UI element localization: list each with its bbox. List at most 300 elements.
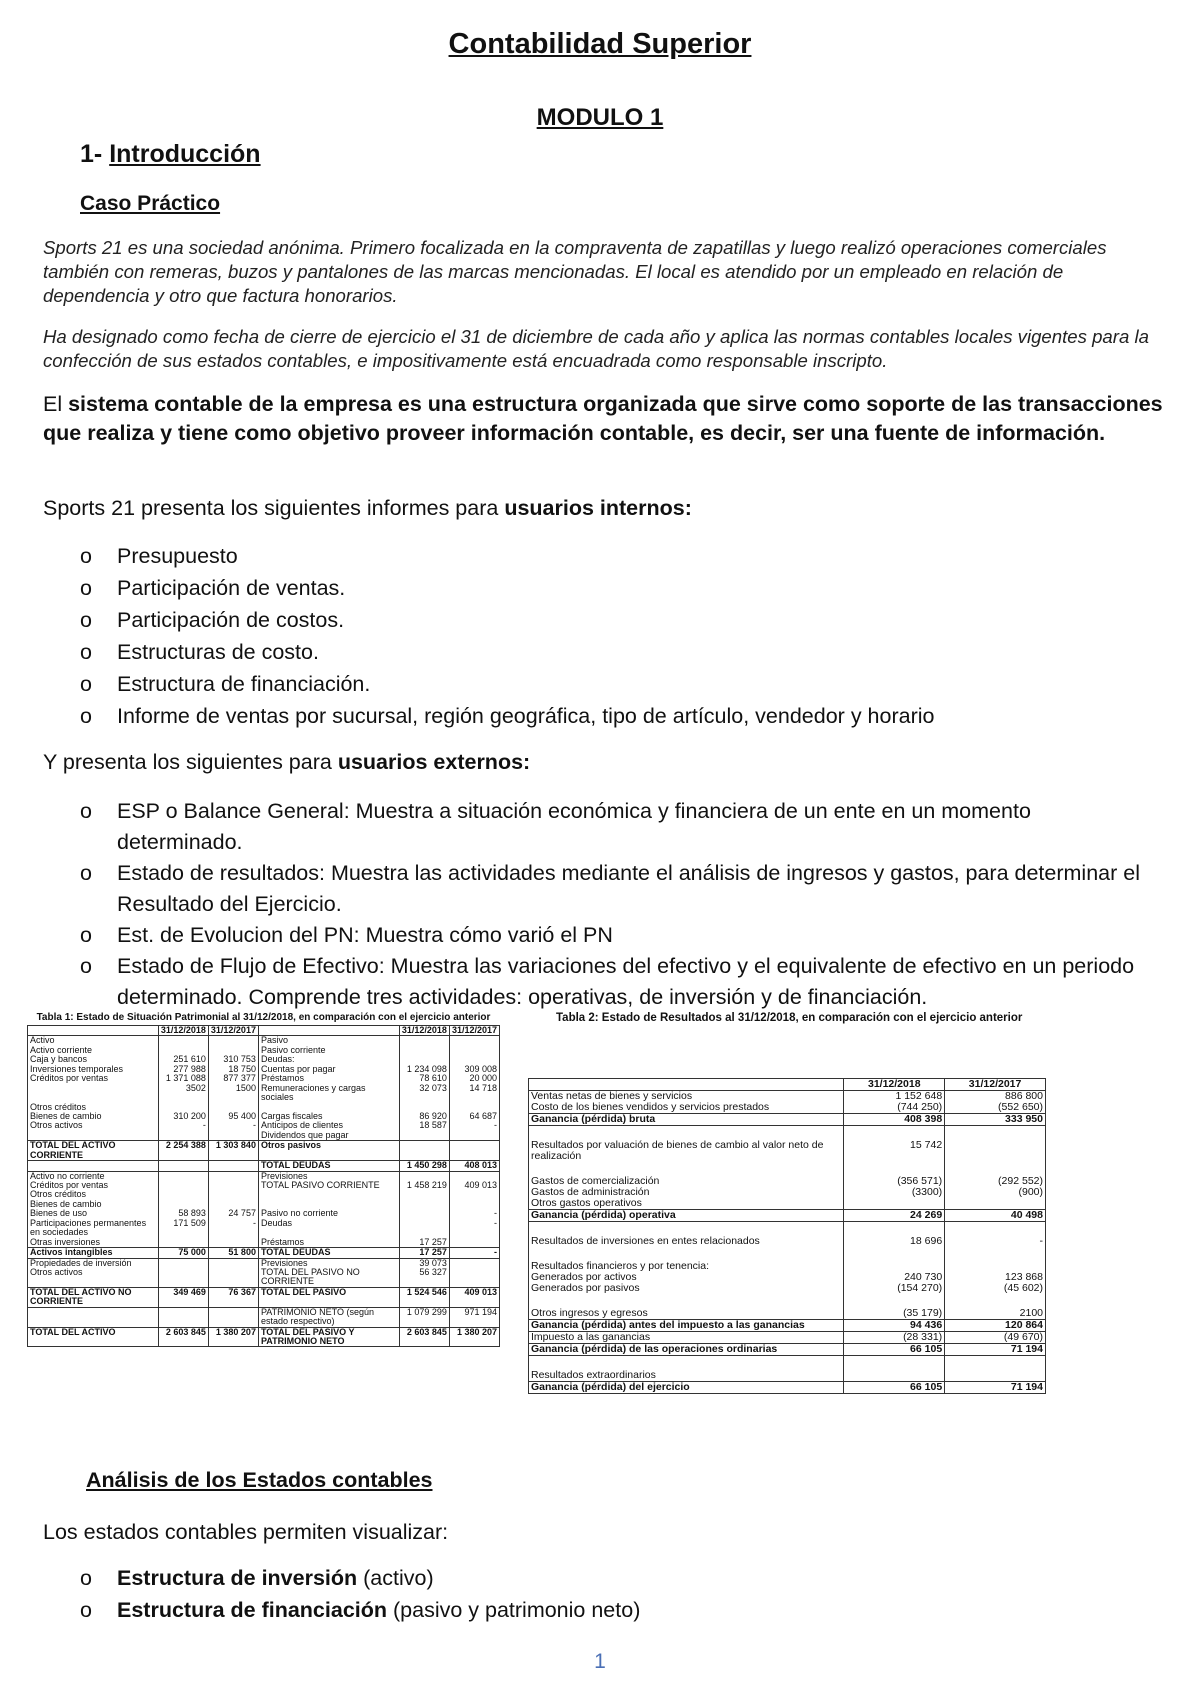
table1-cell: 1 234 098 <box>399 1065 449 1074</box>
table1-cell <box>208 1268 258 1287</box>
table1-cell: Propiedades de inversión <box>28 1258 159 1268</box>
table2-cell <box>945 1126 1046 1141</box>
table2-cell: 71 194 <box>945 1344 1046 1356</box>
table1-cell: 1 371 088 <box>158 1074 208 1083</box>
table2-cell: (35 179) <box>844 1308 945 1320</box>
table2-cell: Ganancia (pérdida) bruta <box>529 1114 844 1126</box>
table1-cell: 408 013 <box>449 1161 499 1171</box>
table1-cell <box>28 1131 159 1141</box>
bullet-marker: o <box>80 1566 92 1590</box>
case-heading: Caso Práctico <box>80 192 221 215</box>
table2-title: Tabla 2: Estado de Resultados al 31/12/2018, en comparación con el ejercicio anterior <box>556 1012 1023 1024</box>
table1-cell: Otros activos <box>28 1121 159 1130</box>
list-item-text: (activo) <box>357 1566 434 1590</box>
table1-cell: 1 380 207 <box>449 1327 499 1347</box>
table2 <box>528 1078 1046 1394</box>
table1-cell: TOTAL PASIVO CORRIENTE <box>258 1181 399 1190</box>
case-paragraph-2: Ha designado como fecha de cierre de ejercicio el 31 de diciembre de cada año y aplica las normas contables locales vigentes para la confección de sus estados contables, e impositivamente está encuadrada como responsable inscripto. <box>43 326 1149 371</box>
table2-row <box>529 1283 1046 1294</box>
table1-cell: Activo <box>28 1036 159 1046</box>
table1-cell: 409 013 <box>449 1181 499 1190</box>
table1-row <box>28 1327 500 1347</box>
table1-cell: 171 509 <box>158 1219 208 1238</box>
list-item-bold: Estructura de inversión <box>117 1566 358 1590</box>
table1 <box>27 1025 500 1347</box>
table1-cell: 1 450 298 <box>399 1161 449 1171</box>
table2-cell: 66 105 <box>844 1382 945 1394</box>
table1-cell: Otros pasivos <box>258 1141 399 1161</box>
table1-cell: TOTAL DEL PASIVO <box>258 1287 399 1307</box>
table2-row <box>529 1308 1046 1320</box>
table1-cell: TOTAL DEL PASIVO Y PATRIMONIO NETO <box>258 1327 399 1347</box>
system-definition-bold: sistema contable de la empresa es una estructura organizada que sirve como soporte de las transacciones que realiza y tiene como objetivo proveer información contable, es decir, ser una fuente de información. <box>43 392 1163 445</box>
table1-cell: Pasivo no corriente <box>258 1209 399 1218</box>
table1-cell: Activo no corriente <box>28 1171 159 1181</box>
table1-cell <box>158 1268 208 1287</box>
balance-sheet-table-image <box>27 1012 500 1446</box>
table1-cell: 58 893 <box>158 1209 208 1218</box>
table1-header-cell: 31/12/2017 <box>208 1026 258 1036</box>
table1-cell: 24 757 <box>208 1209 258 1218</box>
table1-cell <box>158 1190 208 1199</box>
table1-cell: TOTAL DEUDAS <box>258 1161 399 1171</box>
table1-cell: 17 257 <box>399 1248 449 1258</box>
table2-row <box>529 1332 1046 1344</box>
table2-cell: 240 730 <box>844 1272 945 1283</box>
table1-cell <box>449 1141 499 1161</box>
bullet-marker: o <box>80 576 92 600</box>
table1-cell <box>449 1268 499 1287</box>
table2-cell: Ganancia (pérdida) de las operaciones ordinarias <box>529 1344 844 1356</box>
table1-cell <box>208 1131 258 1141</box>
table2-cell <box>529 1294 844 1308</box>
table1-cell: 409 013 <box>449 1287 499 1307</box>
list-item <box>80 1594 640 1626</box>
analysis-list <box>80 1562 640 1626</box>
table2-cell: (28 331) <box>844 1332 945 1344</box>
list-item <box>80 1562 640 1594</box>
list-item <box>80 636 934 668</box>
table2-cell: Resultados por valuación de bienes de cambio al valor neto de realización <box>529 1140 844 1162</box>
table1-cell: Cargas fiscales <box>258 1112 399 1121</box>
table1-cell <box>28 1307 159 1327</box>
table1-cell: Cuentas por pagar <box>258 1065 399 1074</box>
table1-cell: 76 367 <box>208 1287 258 1307</box>
bullet-marker: o <box>80 923 92 947</box>
section-number: 1- <box>80 140 103 168</box>
document-title: Contabilidad Superior <box>448 28 752 60</box>
table2-cell: Ventas netas de bienes y servicios <box>529 1091 844 1103</box>
table2-cell: Ganancia (pérdida) del ejercicio <box>529 1382 844 1394</box>
table2-cell: 66 105 <box>844 1344 945 1356</box>
table1-row <box>28 1161 500 1171</box>
table2-cell <box>844 1370 945 1382</box>
table1-cell: 309 008 <box>449 1065 499 1074</box>
table2-cell: Otros ingresos y egresos <box>529 1308 844 1320</box>
case-paragraph-1: Sports 21 es una sociedad anónima. Primero focalizada en la compraventa de zapatillas y luego realizó operaciones comerciales también con remeras, buzos y pantalones de las marcas mencionadas. El local es atendido por un empleado en relación de dependencia y otro que factura honorarios. <box>43 237 1107 306</box>
table1-cell: Activo corriente <box>28 1046 159 1055</box>
table1-cell: 877 377 <box>208 1074 258 1083</box>
internal-intro-text: Sports 21 presenta los siguientes informes para <box>43 496 505 520</box>
table1-cell: Previsiones <box>258 1171 399 1181</box>
table1-cell: 310 753 <box>208 1055 258 1064</box>
table2-row <box>529 1198 1046 1210</box>
table1-cell <box>399 1046 449 1055</box>
table1-header-cell: 31/12/2018 <box>399 1026 449 1036</box>
table2-cell: Generados por pasivos <box>529 1283 844 1294</box>
system-definition <box>43 390 1173 448</box>
table2-cell: 123 868 <box>945 1272 1046 1283</box>
table2-cell <box>844 1247 945 1261</box>
table1-cell: Otros activos <box>28 1268 159 1287</box>
list-item <box>80 668 934 700</box>
table2-cell: 1 152 648 <box>844 1091 945 1103</box>
table2-row <box>529 1356 1046 1371</box>
table1-cell: Bienes de cambio <box>28 1200 159 1209</box>
table1-row <box>28 1307 500 1327</box>
list-item-text: Participación de costos. <box>117 608 345 632</box>
table1-cell: Bienes de uso <box>28 1209 159 1218</box>
analysis-intro: Los estados contables permiten visualizar: <box>43 1520 449 1544</box>
table2-cell: 71 194 <box>945 1382 1046 1394</box>
table1-header-cell: 31/12/2018 <box>158 1026 208 1036</box>
list-item <box>80 796 1160 858</box>
table2-cell: Ganancia (pérdida) operativa <box>529 1210 844 1222</box>
table1-row <box>28 1141 500 1161</box>
table1-cell <box>208 1258 258 1268</box>
page-number: 1 <box>594 1650 606 1673</box>
table1-cell: 2 254 388 <box>158 1141 208 1161</box>
table1-cell: Activos intangibles <box>28 1248 159 1258</box>
table1-cell <box>28 1084 159 1103</box>
table1-cell: 95 400 <box>208 1112 258 1121</box>
table1-cell: Participaciones permanentes en sociedades <box>28 1219 159 1238</box>
table2-cell <box>529 1162 844 1176</box>
internal-users-list <box>80 540 934 732</box>
table1-cell: 277 988 <box>158 1065 208 1074</box>
table2-row <box>529 1247 1046 1261</box>
table1-cell <box>158 1238 208 1248</box>
table1-cell <box>208 1161 258 1171</box>
table1-cell <box>208 1190 258 1199</box>
table1-row <box>28 1238 500 1248</box>
table2-cell: (45 602) <box>945 1283 1046 1294</box>
table1-cell: Pasivo corriente <box>258 1046 399 1055</box>
table1-cell: Créditos por ventas <box>28 1074 159 1083</box>
table1-cell <box>449 1258 499 1268</box>
table1-cell: TOTAL DEL ACTIVO NO CORRIENTE <box>28 1287 159 1307</box>
external-users-list <box>80 796 1160 1013</box>
table1-cell: Pasivo <box>258 1036 399 1046</box>
table1-row <box>28 1084 500 1103</box>
system-definition-lead: El <box>43 392 69 416</box>
table2-header-cell: 31/12/2018 <box>844 1079 945 1091</box>
table2-cell <box>844 1162 945 1176</box>
table2-row <box>529 1102 1046 1114</box>
table2-row <box>529 1210 1046 1222</box>
list-item <box>80 572 934 604</box>
table1-cell <box>399 1141 449 1161</box>
table2-cell: Generados por activos <box>529 1272 844 1283</box>
table2-cell: (900) <box>945 1187 1046 1198</box>
table1-cell: 1 303 840 <box>208 1141 258 1161</box>
section-title: Introducción <box>109 140 261 168</box>
bullet-marker: o <box>80 704 92 728</box>
table1-cell: - <box>449 1219 499 1238</box>
table2-row <box>529 1370 1046 1382</box>
table2-cell: 408 398 <box>844 1114 945 1126</box>
table1-cell: Deudas <box>258 1219 399 1238</box>
table1-cell <box>399 1219 449 1238</box>
table2-cell <box>945 1140 1046 1162</box>
table1-cell: Caja y bancos <box>28 1055 159 1064</box>
table1-cell <box>449 1200 499 1209</box>
table1-cell <box>158 1161 208 1171</box>
table2-row <box>529 1114 1046 1126</box>
table1-cell: 20 000 <box>449 1074 499 1083</box>
table1-cell: Anticipos de clientes <box>258 1121 399 1130</box>
table1-cell: 14 718 <box>449 1084 499 1103</box>
list-item-text: (pasivo y patrimonio neto) <box>387 1598 641 1622</box>
table1-row <box>28 1181 500 1190</box>
table1-cell: Préstamos <box>258 1074 399 1083</box>
table2-cell: Resultados extraordinarios <box>529 1370 844 1382</box>
table2-cell: (744 250) <box>844 1102 945 1114</box>
table2-cell: 2100 <box>945 1308 1046 1320</box>
table1-header-cell: 31/12/2017 <box>449 1026 499 1036</box>
table2-cell <box>945 1247 1046 1261</box>
table1-cell: TOTAL DEL PASIVO NO CORRIENTE <box>258 1268 399 1287</box>
table2-row <box>529 1236 1046 1247</box>
table1-cell: 310 200 <box>158 1112 208 1121</box>
list-item <box>80 920 1160 951</box>
table2-cell: Ganancia (pérdida) antes del impuesto a las ganancias <box>529 1320 844 1332</box>
list-item-text: ESP o Balance General: Muestra a situación económica y financiera de un ente en un momento determinado. <box>117 799 1031 854</box>
bullet-marker: o <box>80 608 92 632</box>
table2-row <box>529 1294 1046 1308</box>
bullet-marker: o <box>80 672 92 696</box>
list-item-text: Estructura de financiación. <box>117 672 371 696</box>
table1-cell: 971 194 <box>449 1307 499 1327</box>
table2-cell <box>945 1294 1046 1308</box>
table1-cell <box>449 1190 499 1199</box>
table2-cell: (154 270) <box>844 1283 945 1294</box>
table2-cell <box>844 1356 945 1371</box>
list-item-text: Estado de Flujo de Efectivo: Muestra las variaciones del efectivo y el equivalente de efectivo en un periodo determinado. Comprende tres actividades: operativas, de inversión y de financiación. <box>117 954 1135 1009</box>
list-item <box>80 540 934 572</box>
list-item <box>80 951 1160 1013</box>
list-item-bold: Estructura de financiación <box>117 1598 388 1622</box>
table1-cell: Bienes de cambio <box>28 1112 159 1121</box>
table2-cell <box>844 1126 945 1141</box>
table1-cell: - <box>158 1121 208 1130</box>
table1-row <box>28 1219 500 1238</box>
table1-title: Tabla 1: Estado de Situación Patrimonial al 31/12/2018, en comparación con el ejercicio anterior <box>36 1012 491 1023</box>
bullet-marker: o <box>80 861 92 885</box>
table1-cell: - <box>449 1121 499 1130</box>
table1-cell: 1 380 207 <box>208 1327 258 1347</box>
table2-row <box>529 1162 1046 1176</box>
table1-cell <box>449 1046 499 1055</box>
table1-cell: 1 079 299 <box>399 1307 449 1327</box>
table1-header-cell <box>28 1026 159 1036</box>
table1-cell <box>208 1181 258 1190</box>
table2-row <box>529 1320 1046 1332</box>
table2-cell <box>945 1356 1046 1371</box>
table2-cell: 40 498 <box>945 1210 1046 1222</box>
bullet-marker: o <box>80 1598 92 1622</box>
internal-users-intro <box>43 496 692 521</box>
table1-cell: 1500 <box>208 1084 258 1103</box>
table2-cell <box>945 1370 1046 1382</box>
table2-cell: 18 696 <box>844 1236 945 1247</box>
table1-cell <box>158 1307 208 1327</box>
table2-cell: 120 864 <box>945 1320 1046 1332</box>
external-users-intro <box>43 750 530 775</box>
table1-cell: 251 610 <box>158 1055 208 1064</box>
table1-cell: 1 524 546 <box>399 1287 449 1307</box>
table1-cell <box>449 1036 499 1046</box>
table2-cell <box>844 1198 945 1210</box>
table1-cell: PATRIMONIO NETO (según estado respectivo) <box>258 1307 399 1327</box>
table1-cell: 39 073 <box>399 1258 449 1268</box>
table1-cell: 32 073 <box>399 1084 449 1103</box>
table1-cell <box>399 1190 449 1199</box>
table1-row <box>28 1248 500 1258</box>
table2-cell: Resultados de inversiones en entes relacionados <box>529 1236 844 1247</box>
table2-cell: Gastos de administración <box>529 1187 844 1198</box>
table2-cell: (356 571) <box>844 1176 945 1187</box>
table1-cell <box>158 1181 208 1190</box>
table2-row <box>529 1126 1046 1141</box>
table1-cell <box>158 1131 208 1141</box>
table2-cell: (552 650) <box>945 1102 1046 1114</box>
table1-cell <box>399 1036 449 1046</box>
list-item <box>80 604 934 636</box>
table2-cell <box>844 1294 945 1308</box>
table2-cell <box>945 1222 1046 1237</box>
table1-cell: Dividendos que pagar <box>258 1131 399 1141</box>
table1-header-cell <box>258 1026 399 1036</box>
table1-cell <box>208 1238 258 1248</box>
table2-cell <box>529 1356 844 1371</box>
table2-row <box>529 1344 1046 1356</box>
table2-cell: Costo de los bienes vendidos y servicios prestados <box>529 1102 844 1114</box>
table2-cell: (3300) <box>844 1187 945 1198</box>
table1-cell: Otras inversiones <box>28 1238 159 1248</box>
bullet-marker: o <box>80 799 92 823</box>
table2-cell: 333 950 <box>945 1114 1046 1126</box>
module-heading: MODULO 1 <box>536 104 664 131</box>
table1-cell: TOTAL DEL ACTIVO <box>28 1327 159 1347</box>
table2-cell: 24 269 <box>844 1210 945 1222</box>
table1-cell: - <box>208 1121 258 1130</box>
table1-cell: Créditos por ventas <box>28 1181 159 1190</box>
table2-cell: - <box>945 1236 1046 1247</box>
table2-header-cell: 31/12/2017 <box>945 1079 1046 1091</box>
table2-cell: Gastos de comercialización <box>529 1176 844 1187</box>
table2-cell: 15 742 <box>844 1140 945 1162</box>
table2-cell <box>529 1222 844 1237</box>
table1-cell <box>208 1171 258 1181</box>
table1-cell <box>399 1131 449 1141</box>
internal-intro-bold: usuarios internos: <box>504 496 692 520</box>
external-intro-bold: usuarios externos: <box>337 750 531 774</box>
list-item-text: Estado de resultados: Muestra las actividades mediante el análisis de ingresos y gastos, para determinar el Resultado del Ejercicio. <box>117 861 1140 916</box>
list-item-text: Est. de Evolucion del PN: Muestra cómo varió el PN <box>117 923 613 947</box>
table1-cell: 2 603 845 <box>399 1327 449 1347</box>
list-item-text: Participación de ventas. <box>117 576 346 600</box>
table1-cell: 75 000 <box>158 1248 208 1258</box>
bullet-marker: o <box>80 640 92 664</box>
table1-cell <box>28 1161 159 1171</box>
table2-cell: Resultados financieros y por tenencia: <box>529 1261 844 1272</box>
table1-cell: TOTAL DEL ACTIVO CORRIENTE <box>28 1141 159 1161</box>
table2-row <box>529 1140 1046 1162</box>
table1-cell: 349 469 <box>158 1287 208 1307</box>
table1-cell: 56 327 <box>399 1268 449 1287</box>
table1-cell <box>258 1190 399 1199</box>
table1-cell: - <box>449 1209 499 1218</box>
table1-header <box>28 1026 500 1036</box>
table1-cell: Préstamos <box>258 1238 399 1248</box>
table1-cell: Remuneraciones y cargas sociales <box>258 1084 399 1103</box>
table2-cell <box>844 1222 945 1237</box>
list-item-text: Informe de ventas por sucursal, región geográfica, tipo de artículo, vendedor y horario <box>117 704 935 728</box>
table2-cell <box>529 1247 844 1261</box>
table2-cell: Impuesto a las ganancias <box>529 1332 844 1344</box>
table2-row <box>529 1382 1046 1394</box>
table1-cell <box>208 1307 258 1327</box>
table1-row <box>28 1131 500 1141</box>
table2-cell <box>529 1126 844 1141</box>
table1-cell <box>158 1036 208 1046</box>
table1-cell: 3502 <box>158 1084 208 1103</box>
table2-cell: (292 552) <box>945 1176 1046 1187</box>
table1-cell <box>399 1209 449 1218</box>
table1-row <box>28 1268 500 1287</box>
table2-header <box>529 1079 1046 1091</box>
table1-cell: 17 257 <box>399 1238 449 1248</box>
list-item-text: Presupuesto <box>117 544 238 568</box>
table1-cell: Deudas: <box>258 1055 399 1064</box>
table2-cell: 886 800 <box>945 1091 1046 1103</box>
section-heading <box>80 140 261 169</box>
list-item <box>80 858 1160 920</box>
table1-cell <box>449 1238 499 1248</box>
list-item-text: Estructuras de costo. <box>117 640 319 664</box>
bullet-marker: o <box>80 544 92 568</box>
table1-cell: Previsiones <box>258 1258 399 1268</box>
list-item <box>80 700 934 732</box>
bullet-marker: o <box>80 954 92 978</box>
table1-cell: 18 750 <box>208 1065 258 1074</box>
table1-cell: 2 603 845 <box>158 1327 208 1347</box>
table1-cell <box>158 1171 208 1181</box>
table1-cell: 78 610 <box>399 1074 449 1083</box>
table1-cell: Otros créditos <box>28 1190 159 1199</box>
table1-cell: TOTAL DEUDAS <box>258 1248 399 1258</box>
table1-cell: - <box>208 1219 258 1238</box>
table1-cell <box>449 1131 499 1141</box>
table1-cell <box>208 1036 258 1046</box>
table1-cell: Otros créditos <box>28 1103 159 1112</box>
external-intro-text: Y presenta los siguientes para <box>43 750 338 774</box>
table1-cell: - <box>449 1248 499 1258</box>
table1-cell: 51 800 <box>208 1248 258 1258</box>
analysis-heading: Análisis de los Estados contables <box>86 1468 433 1492</box>
table1-cell <box>399 1200 449 1209</box>
